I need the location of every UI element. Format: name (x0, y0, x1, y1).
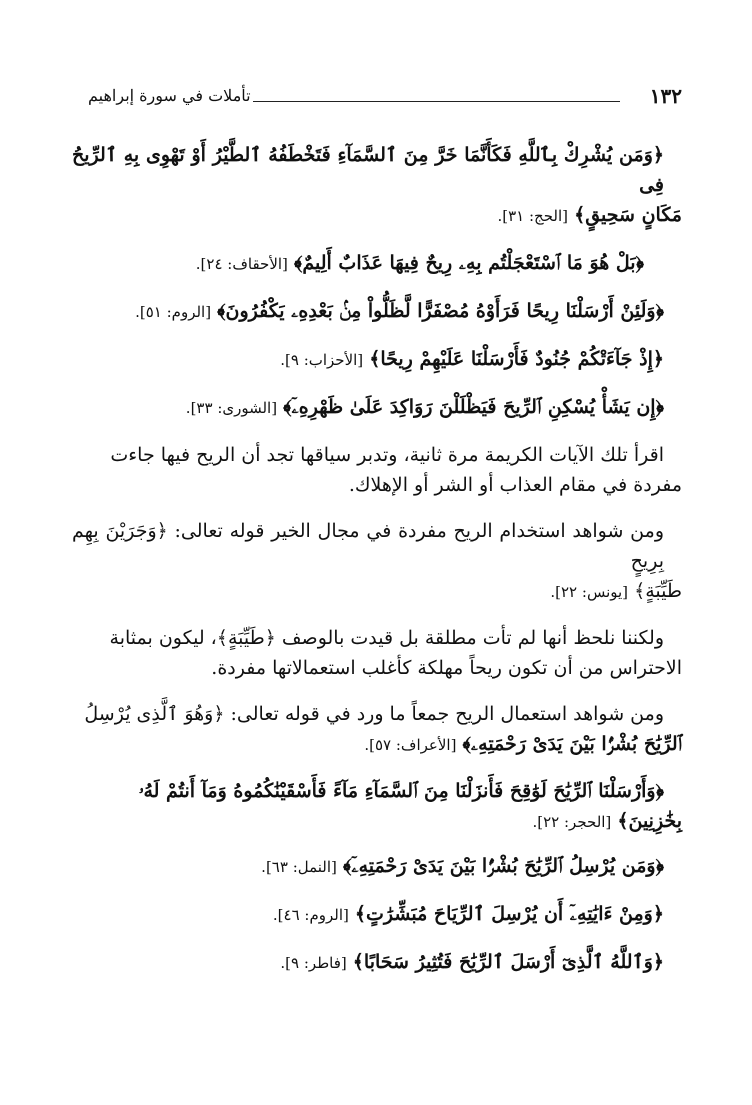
paragraph (72, 516, 682, 607)
verse-reference: [يونس: ٢٢]. (550, 583, 629, 601)
paragraph-line: ولكننا نلحظ أنها لم تأت مطلقة بل قيدت بالوصف ﴿طَيِّبَةٍ﴾، ليكون بمثابة (109, 627, 664, 649)
verse-text: ﴿وَمَن يُرْسِلُ ٱلرِّيَٰحَ بُشْرًۢا بَيْنَ يَدَىْ رَحْمَتِهِۦٓ﴾ (342, 855, 664, 877)
verse-reference: [الشورى: ٣٣]. (185, 399, 278, 417)
verse-text: ﴿وَمَن يُشْرِكْ بِٱللَّهِ فَكَأَنَّمَا خَرَّ مِنَ ٱلسَّمَآءِ فَتَخْطَفُهُ ٱلطَّيْرُ أَوْ تَهْوِى بِهِ ٱلرِّيحُ فِى (72, 144, 664, 196)
paragraph-line: ومن شواهد استعمال الريح جمعاً ما ورد في قوله تعالى: ﴿وَهُوَ ٱلَّذِى يُرْسِلُ (84, 703, 664, 725)
verse-reference: [الحج: ٣١]. (497, 207, 569, 225)
verse-block (72, 851, 682, 882)
verse-block (72, 392, 682, 423)
verse-reference: [الأحزاب: ٩]. (280, 351, 364, 369)
paragraph-line: طَيِّبَةٍ﴾ (634, 580, 682, 602)
verse-reference: [الروم: ٤٦]. (272, 906, 349, 924)
verse-block (72, 776, 682, 837)
verse-block (72, 947, 682, 978)
page-number: ١٣٢ (649, 84, 682, 108)
paragraph-line: مفردة في مقام العذاب أو الشر أو الإهلاك. (348, 474, 682, 496)
verse-text: ﴿وَأَرْسَلْنَا ٱلرِّيَٰحَ لَوَٰقِحَ فَأَنزَلْنَا مِنَ ٱلسَّمَآءِ مَآءً فَأَسْقَيْنَٰكُمُوهُ وَمَآ أَنتُمْ لَهُۥ (138, 780, 664, 802)
verse-block (72, 296, 682, 327)
verse-text: ﴿إِن يَشَأْ يُسْكِنِ ٱلرِّيحَ فَيَظْلَلْنَ رَوَاكِدَ عَلَىٰ ظَهْرِهِۦٓ﴾ (283, 396, 664, 418)
paragraph-line: الاحتراس من أن تكون ريحاً مهلكة كأغلب استعمالاتها مفردة. (211, 657, 682, 679)
verse-text-continued: بِخَٰزِنِينَ﴾ (617, 810, 682, 832)
verse-reference: [الروم: ٥١]. (135, 303, 212, 321)
verse-block (72, 248, 682, 279)
paragraph (72, 440, 682, 500)
verse-text: ﴿وَٱللَّهُ ٱلَّذِىٓ أَرْسَلَ ٱلرِّيَٰحَ فَتُثِيرُ سَحَابًا﴾ (352, 951, 664, 973)
verse-text: ﴿وَلَئِنْ أَرْسَلْنَا رِيحًا فَرَأَوْهُ مُصْفَرًّا لَّظَلُّواْ مِنۢ بَعْدِهِۦ يَكْفُرُونَ﴾ (217, 300, 664, 322)
verse-reference: [الأحقاف: ٢٤]. (195, 255, 288, 273)
verse-reference: [الأعراف: ٥٧]. (364, 736, 457, 754)
paragraph (72, 623, 682, 683)
paragraph-line: ٱلرِّيَٰحَ بُشْرًۢا بَيْنَ يَدَىْ رَحْمَتِهِۦ﴾ (462, 733, 682, 755)
verse-reference: [الحجر: ٢٢]. (532, 813, 612, 831)
verse-block (72, 344, 682, 375)
paragraph-line: ومن شواهد استخدام الريح مفردة في مجال الخير قوله تعالى: ﴿وَجَرَيْنَ بِهِم بِرِيحٍ (72, 520, 664, 572)
verse-reference: [فاطر: ٩]. (280, 954, 347, 972)
paragraph-line: اقرأ تلك الآيات الكريمة مرة ثانية، وتدبر سياقها تجد أن الريح فيها جاءت (110, 444, 664, 466)
verse-text-continued: مَكَانٍ سَحِيقٍ﴾ (574, 204, 682, 226)
verse-block (72, 140, 682, 231)
verse-block (72, 899, 682, 930)
header-rule (253, 101, 620, 102)
page-body (72, 140, 682, 995)
page-header (88, 84, 682, 114)
verse-text: ﴿بَلْ هُوَ مَا ٱسْتَعْجَلْتُم بِهِۦ رِيحٌ فِيهَا عَذَابٌ أَلِيمٌ﴾ (293, 252, 644, 274)
verse-reference: [النمل: ٦٣]. (261, 858, 337, 876)
verse-text: ﴿وَمِنْ ءَايَٰتِهِۦٓ أَن يُرْسِلَ ٱلرِّيَاحَ مُبَشِّرَٰتٍ﴾ (354, 903, 664, 925)
running-title: تأملات في سورة إبراهيم (88, 86, 251, 105)
verse-text: ﴿إِذْ جَآءَتْكُمْ جُنُودٌ فَأَرْسَلْنَا عَلَيْهِمْ رِيحًا﴾ (369, 348, 664, 370)
paragraph (72, 699, 682, 760)
